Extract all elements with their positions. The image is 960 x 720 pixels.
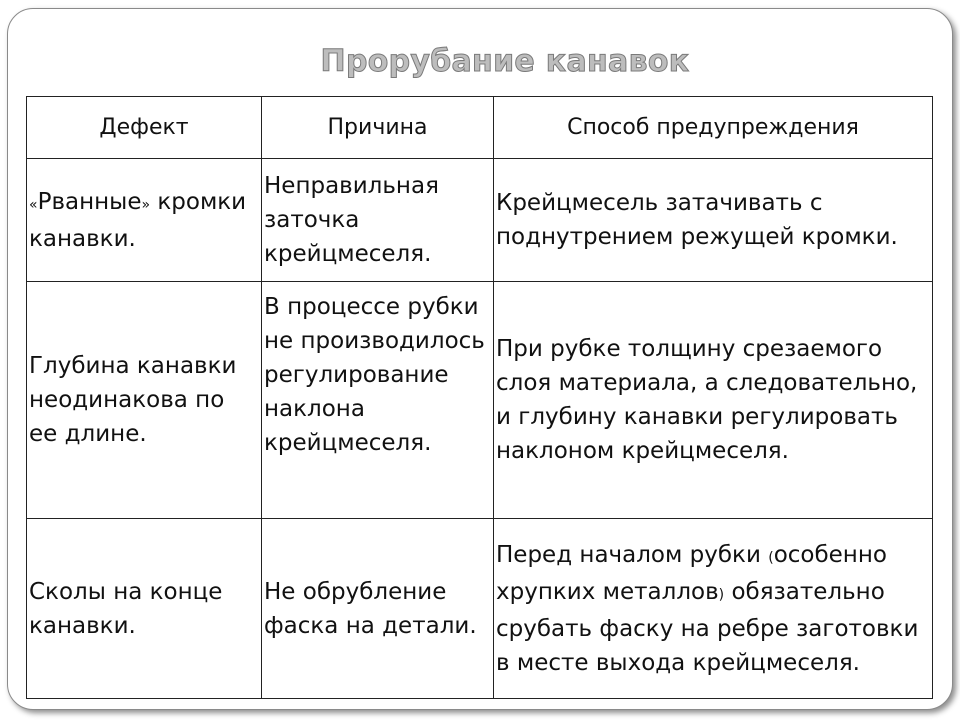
cell-defect [27,159,262,282]
quote-close: » [141,196,151,213]
header-defect: Дефект [27,97,262,159]
cell-prevention: Крейцмесель затачивать с поднутрением режущей кромки. [494,159,933,282]
paren-open: ( [768,549,774,566]
cell-cause: В процессе рубки не производилось регулирование наклона крейцмеселя. [262,282,494,519]
table-row [27,519,933,699]
defect-rest: кромки канавки. [29,188,247,252]
cell-defect: Глубина канавки неодинакова по ее длине. [27,282,262,519]
cell-prevention [494,519,933,699]
defect-word: Рванные [37,188,142,215]
paren-close: ) [718,586,725,603]
cell-defect: Сколы на конце канавки. [27,519,262,699]
cell-prevention: При рубке толщину срезаемого слоя материала, а следовательно, и глубину канавки регулировать наклоном крейцмеселя. [494,282,933,519]
header-prevention: Способ предупреждения [494,97,933,159]
prevention-paren-text: особенно хрупких металлов [496,541,887,605]
cell-cause: Не обрубление фаска на детали. [262,519,494,699]
defects-table [26,96,933,699]
prevention-end: обязательно срубать фаску на ребре заготовки в месте выхода крейцмеселя. [496,578,919,676]
prevention-start: Перед началом рубки [496,541,761,568]
quote-open: « [29,196,38,213]
table-header-row [27,97,933,159]
table-row [27,159,933,282]
slide-title: Прорубание канавок [320,44,690,79]
cell-cause: Неправильная заточка крейцмеселя. [262,159,494,282]
header-cause: Причина [262,97,494,159]
table-row [27,282,933,519]
